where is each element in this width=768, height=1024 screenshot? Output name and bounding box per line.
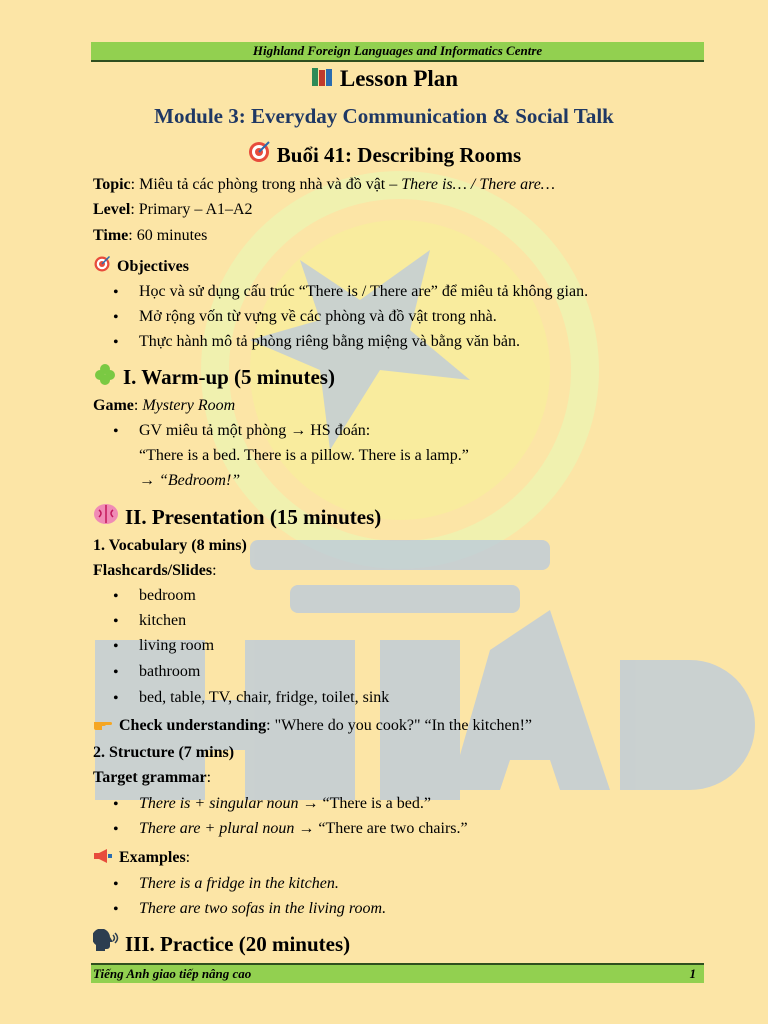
bullet-dot: • (113, 638, 119, 655)
footer-course: Tiếng Anh giao tiếp nâng cao (93, 966, 252, 981)
bullet-dot: • (113, 334, 119, 351)
topic-line: Topic: Miêu tả các phòng trong nhà và đồ vật – There is… / There are… (93, 176, 556, 193)
objective-item: Thực hành mô tả phòng riêng bằng miệng và bằng văn bản. (139, 333, 521, 350)
bullet-dot: • (113, 690, 119, 707)
header-bar (91, 42, 704, 62)
vocab-heading: 1. Vocabulary (8 mins) (93, 537, 247, 554)
warmup-heading: I. Warm-up (5 minutes) (93, 362, 335, 390)
bullet-dot: • (113, 876, 119, 893)
clover-icon (93, 362, 117, 386)
bullet-dot: • (113, 309, 119, 326)
warmup-bullet: GV miêu tả một phòng → HS đoán: (139, 422, 371, 439)
bullet-dot: • (113, 796, 119, 813)
speaking-head-icon (93, 929, 119, 953)
bullet-dot: • (113, 588, 119, 605)
vocab-item: bed, table, TV, chair, fridge, toilet, sink (139, 689, 390, 706)
brain-icon (93, 502, 119, 526)
megaphone-icon (93, 848, 113, 864)
vocab-item: kitchen (139, 612, 187, 629)
bullet-dot: • (113, 821, 119, 838)
warmup-answer: → “Bedroom!” (139, 472, 241, 489)
structure-heading: 2. Structure (7 mins) (93, 744, 235, 761)
warmup-quote: “There is a bed. There is a pillow. There is a lamp.” (139, 447, 469, 464)
bullet-dot: • (113, 613, 119, 630)
vocab-item: living room (139, 637, 215, 654)
module-title: Module 3: Everyday Communication & Social Talk (154, 104, 614, 128)
level-line: Level: Primary – A1–A2 (93, 201, 253, 218)
game-line: Game: Mystery Room (93, 397, 236, 414)
vocab-item: bedroom (139, 587, 196, 604)
target-icon (247, 140, 271, 164)
practice-heading: III. Practice (20 minutes) (93, 929, 350, 957)
bullet-dot: • (113, 664, 119, 681)
objective-item: Học và sử dụng cấu trúc “There is / There are” để miêu tả không gian. (139, 283, 589, 300)
time-line: Time: 60 minutes (93, 227, 208, 244)
examples-line: Examples: (93, 848, 190, 867)
bullet-dot: • (113, 901, 119, 918)
presentation-heading: II. Presentation (15 minutes) (93, 502, 381, 530)
header-text: Highland Foreign Languages and Informatics Centre (252, 43, 543, 58)
example-item: There is a fridge in the kitchen. (139, 875, 339, 892)
flashcards-line: Flashcards/Slides: (93, 562, 217, 579)
grammar-item: There is + singular noun → “There is a bed.” (139, 795, 431, 812)
page-number: 1 (689, 966, 696, 981)
grammar-item: There are + plural noun → “There are two chairs.” (139, 820, 468, 837)
bullet-dot: • (113, 284, 119, 301)
pointing-hand-icon (93, 716, 113, 732)
example-item: There are two sofas in the living room. (139, 900, 387, 917)
check-line: Check understanding: "Where do you cook?" “In the kitchen!” (93, 716, 532, 735)
books-icon (310, 66, 334, 88)
page-title: Lesson Plan (0, 66, 768, 92)
grammar-line: Target grammar: (93, 769, 212, 786)
objectives-heading: Objectives (93, 255, 189, 276)
vocab-item: bathroom (139, 663, 201, 680)
bullet-dot: • (113, 423, 119, 440)
footer-bar (91, 963, 704, 983)
session-title: Buổi 41: Describing Rooms (0, 140, 768, 168)
target-icon (93, 255, 111, 273)
objective-item: Mở rộng vốn từ vựng về các phòng và đồ vật trong nhà. (139, 308, 497, 325)
